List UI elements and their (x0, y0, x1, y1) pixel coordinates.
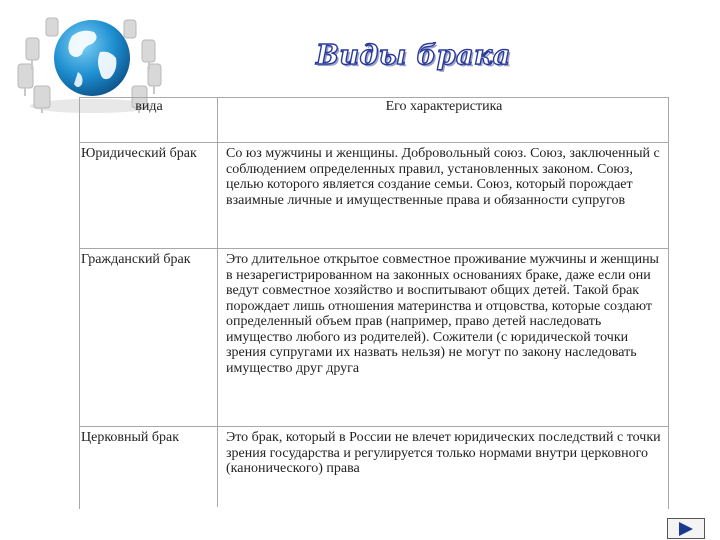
slide-title: Виды брака (316, 40, 511, 71)
table-row (80, 143, 668, 249)
header-characteristic: Его характеристика (218, 98, 669, 143)
row-description-cell: Со юз мужчины и женщины. Добровольный союз. Союз, заключенный с соблюдением определенных правил, установленных законом. Союз, целью которого является создание семьи. Союз, который порождает взаимные личные и имущественные права и обязанности супругов (218, 143, 669, 249)
table-header-row (80, 98, 668, 143)
row-description-cell: Это брак, который в России не влечет юридических последствий с точки зрения государства и регулируется только нормами внутри церковного (канонического) права (226, 430, 661, 476)
table-row (80, 427, 668, 507)
next-slide-button[interactable] (667, 518, 705, 539)
row-description-cell: Это длительное открытое совместное проживание мужчины и женщины в незарегистрированном на законных основаниях браке, даже если они ведут совместное хозяйство и воспитывают общих детей. Такой брак порождает лишь отношения материнства и отцовства, которые создают определенный объем прав (например, право детей наследовать имущество любого из родителей). Сожители (с юридической точки зрения супругами их назвать нельзя) не могут по закону наследовать имущество друг друга (218, 249, 669, 427)
row-type-cell: Гражданский брак (80, 249, 218, 427)
row-type-cell: Юридический брак (80, 143, 218, 249)
row-type-cell: Церковный брак (80, 427, 218, 507)
table-row (80, 249, 668, 427)
marriage-types-table (79, 97, 669, 509)
play-next-icon (679, 522, 693, 536)
header-type: вида (80, 98, 218, 143)
